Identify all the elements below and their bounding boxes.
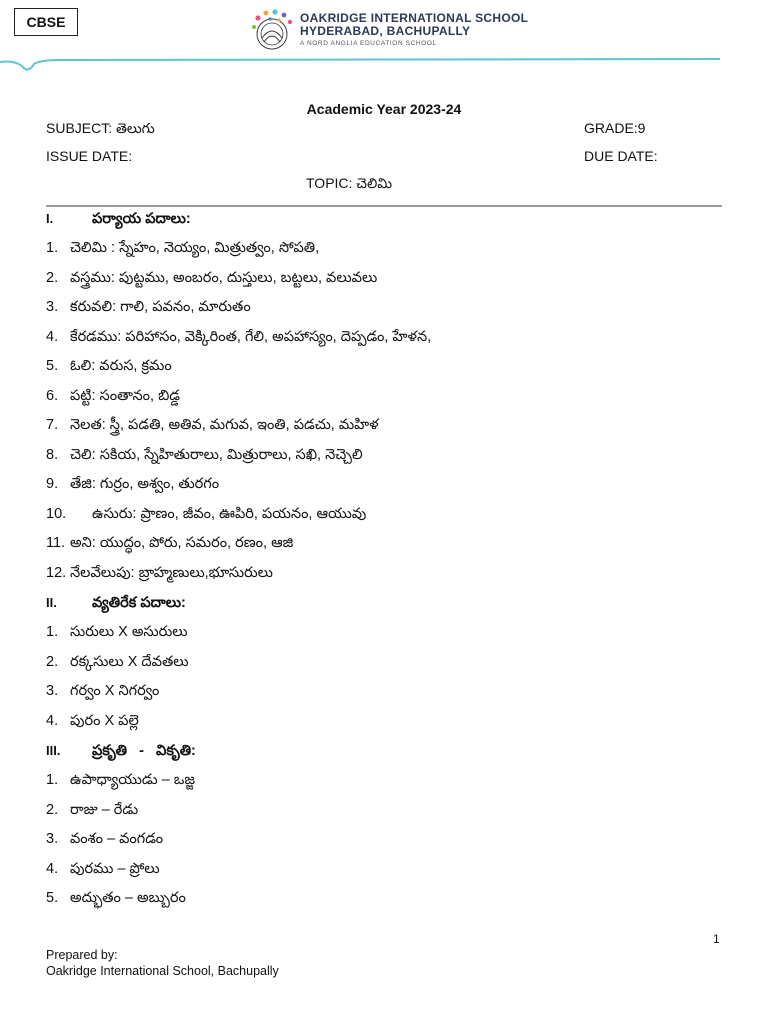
item-number: 3. xyxy=(46,831,59,847)
section-title: వ్యతిరేక పదాలు: xyxy=(92,595,186,611)
header-wave-divider xyxy=(0,56,768,78)
item-text: వంశం – వంగడం xyxy=(70,831,164,847)
list-item xyxy=(46,624,188,644)
list-item xyxy=(46,476,219,496)
footer-school: Oakridge International School, Bachupally xyxy=(46,964,279,978)
list-item xyxy=(46,772,195,792)
section-heading xyxy=(46,743,196,763)
grade-label: GRADE:9 xyxy=(584,120,646,136)
item-number: 3. xyxy=(46,299,59,315)
footer xyxy=(46,947,279,979)
list-item xyxy=(46,358,172,378)
list-item xyxy=(46,654,189,674)
header-divider xyxy=(46,205,722,207)
item-text: కేరడము: పరిహాసం, వెక్కిరింత, గేలి, అపహాస్యం, దెప్పడం, హేళన, xyxy=(70,329,432,345)
school-tagline: A NORD ANGLIA EDUCATION SCHOOL xyxy=(300,40,437,47)
list-item xyxy=(46,388,180,408)
list-item xyxy=(46,802,138,822)
item-text: సురులు X అసురులు xyxy=(70,624,188,640)
item-number: 1. xyxy=(46,240,59,256)
item-number: 5. xyxy=(46,890,59,906)
section-title: ప్రకృతి - వికృతి: xyxy=(92,743,196,759)
item-number: 4. xyxy=(46,861,59,877)
item-number: 2. xyxy=(46,802,59,818)
item-text: తేజి: గుర్రం, అశ్వం, తురగం xyxy=(70,476,220,492)
list-item xyxy=(46,447,363,467)
topic-label: TOPIC: చెలిమి xyxy=(306,175,393,191)
list-item xyxy=(46,329,431,349)
item-number: 7. xyxy=(46,417,59,433)
due-date-label: DUE DATE: xyxy=(584,148,658,164)
item-number: 1. xyxy=(46,772,59,788)
item-text: ఉసురు: ప్రాణం, జీవం, ఊపిరి, పయనం, ఆయువు xyxy=(92,506,367,522)
list-item xyxy=(46,831,163,851)
list-item xyxy=(46,270,377,290)
prepared-by-label: Prepared by: xyxy=(46,948,118,962)
section-number: I. xyxy=(46,211,54,226)
academic-year: Academic Year 2023-24 xyxy=(306,101,462,117)
item-number: 10. xyxy=(46,506,67,522)
item-text: పట్టి: సంతానం, బిడ్డ xyxy=(70,388,180,404)
school-emblem-icon xyxy=(248,8,296,54)
item-number: 2. xyxy=(46,270,59,286)
item-text: వస్త్రము: పుట్టము, అంబరం, దుస్తులు, బట్టలు, వలువలు xyxy=(70,270,378,286)
item-number: 3. xyxy=(46,683,59,699)
item-number: 6. xyxy=(46,388,59,404)
item-number: 1. xyxy=(46,624,59,640)
item-text: చెలిమి : స్నేహం, నెయ్యం, మిత్రుత్వం, సోపతి, xyxy=(70,240,320,256)
section-title: పర్యాయ పదాలు: xyxy=(92,211,191,227)
item-text: అద్భుతం – అబ్బురం xyxy=(70,890,186,906)
subject-label: SUBJECT: తెలుగు xyxy=(46,120,155,136)
item-text: ఉపాధ్యాయుడు – ఒజ్జ xyxy=(70,772,195,788)
item-text: చెలి: సకియ, స్నేహితురాలు, మిత్రురాలు, సఖి, నెచ్చెలి xyxy=(70,447,363,463)
list-item xyxy=(46,299,251,319)
item-number: 9. xyxy=(46,476,59,492)
item-text: రాజు – రేడు xyxy=(70,802,139,818)
section-heading xyxy=(46,211,191,231)
item-number: 8. xyxy=(46,447,59,463)
item-text: అని: యుద్ధం, పోరు, సమరం, రణం, ఆజి xyxy=(70,535,294,551)
item-text: కరువలి: గాలి, పవనం, మారుతం xyxy=(70,299,251,315)
list-item xyxy=(46,417,379,437)
item-text: పురం X పల్లె xyxy=(70,713,139,729)
school-logo xyxy=(248,8,529,54)
list-item xyxy=(46,240,319,260)
item-number: 2. xyxy=(46,654,59,670)
item-text: పురము – ప్రోలు xyxy=(70,861,160,877)
list-item xyxy=(46,565,273,585)
page-number: 1 xyxy=(713,932,720,946)
list-item xyxy=(46,535,293,555)
item-text: రక్కసులు X దేవతలు xyxy=(70,654,189,670)
school-name-line2: HYDERABAD, BACHUPALLY xyxy=(300,24,471,38)
school-name-line1: OAKRIDGE INTERNATIONAL SCHOOL xyxy=(300,11,529,25)
section-number: III. xyxy=(46,743,61,758)
item-text: ఓలి: వరుస, క్రమం xyxy=(70,358,172,374)
item-text: గర్వం X నిగర్వం xyxy=(70,683,160,699)
issue-date-label: ISSUE DATE: xyxy=(46,148,133,164)
list-item xyxy=(46,890,186,910)
item-text: నేలవేలుపు: బ్రాహ్మణులు,భూసురులు xyxy=(70,565,273,581)
item-number: 11. xyxy=(46,535,66,551)
list-item xyxy=(46,506,366,526)
section-number: II. xyxy=(46,595,57,610)
item-text: నెలత: స్త్రీ, పడతి, అతివ, మగువ, ఇంతి, పడచు, మహిళ xyxy=(70,417,379,433)
list-item xyxy=(46,713,139,733)
section-heading xyxy=(46,595,186,615)
list-item xyxy=(46,861,160,881)
item-number: 4. xyxy=(46,329,59,345)
list-item xyxy=(46,683,159,703)
item-number: 5. xyxy=(46,358,59,374)
item-number: 12. xyxy=(46,565,67,581)
item-number: 4. xyxy=(46,713,59,729)
board-label: CBSE xyxy=(14,8,78,36)
